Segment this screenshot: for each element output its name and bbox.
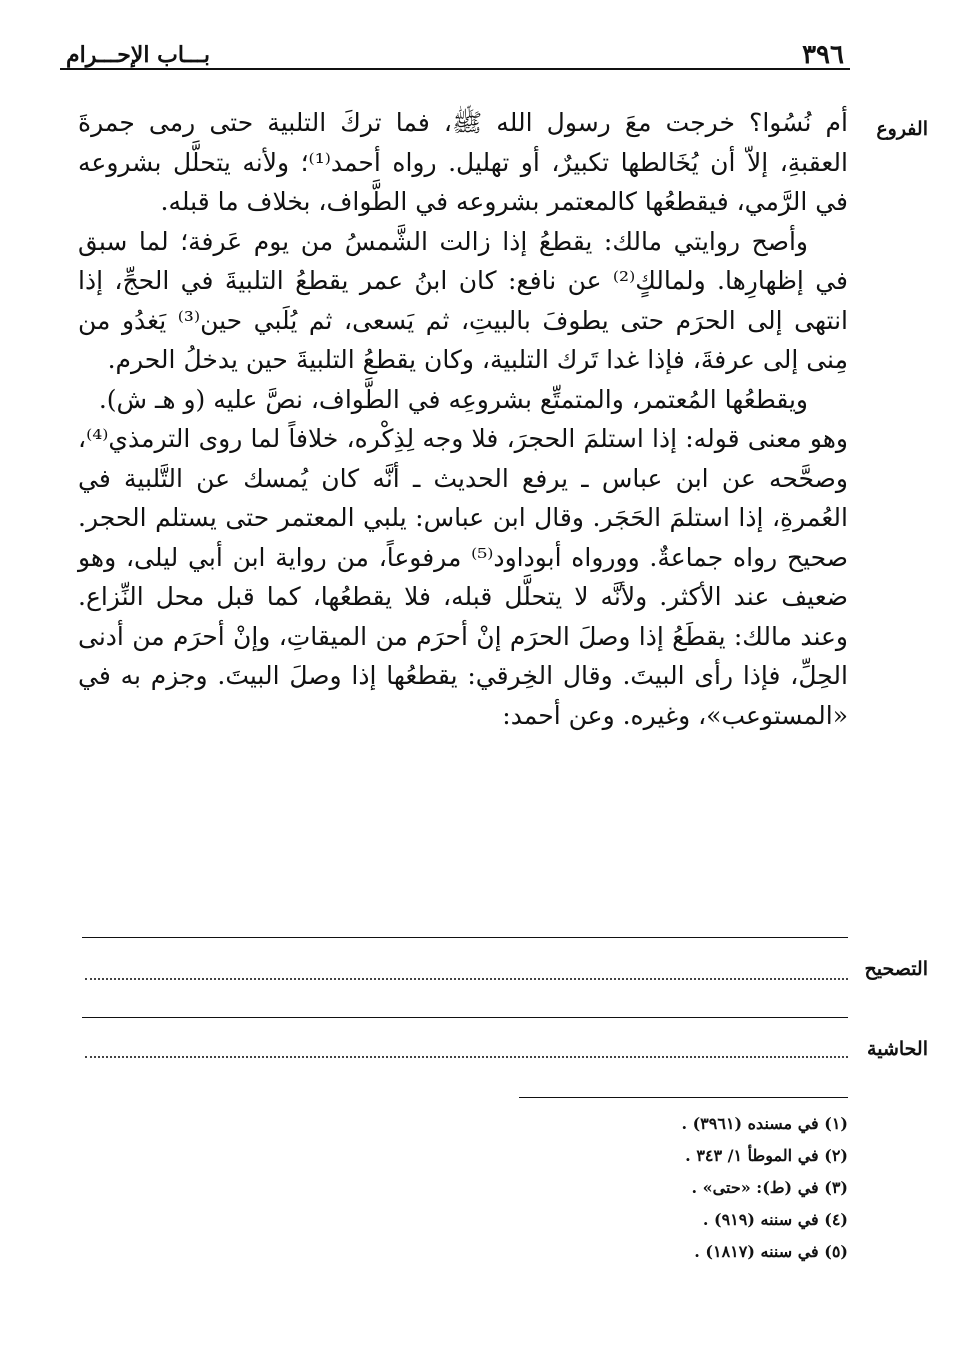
footnote: (٢) في الموطأ ١/ ٣٤٣ .: [685, 1146, 848, 1165]
side-label-furu: الفروع: [876, 118, 928, 140]
chapter-title: بـــاب الإحـــرام: [66, 42, 210, 68]
correction-dotted-line: [85, 978, 848, 980]
margin-note-dotted-line: [85, 1056, 848, 1058]
page-header: [60, 40, 850, 70]
main-text: [78, 103, 848, 735]
footnote: (١) في مسنده (٣٩٦١) .: [681, 1114, 848, 1133]
paragraph: وهو معنى قوله: إذا استلمَ الحجرَ، فلا وجه لِذِكْره، خلافاً لما روى الترمذي⁽⁴⁾، وصحَّحه عن ابن عباس ـ يرفع الحديث ـ أنَّه كان يُمسك عن التَّلبية في العُمرةِ، إذا استلمَ الحَجَر. وقال ابن عباس: يلبي المعتمر حتى يستلم الحجر. صحيح رواه جماعةٌ. وورواه أبوداود⁽⁵⁾ مرفوعاً، من رواية ابن أبي ليلى، وهو ضعيف عند الأكثر. ولأنَّه لا يتحلَّل قبله، فلا يقطعُها، كما قبل محل النِّزاع. وعند مالك: يقطَعُ إذا وصلَ الحرَم إنْ أحرَم من الميقاتِ، وإنْ أحرَم من أدنى الحِلِّ، فإذا رأى البيتَ. وقال الخِرقي: يقطعُها إذا وصلَ البيتَ. وجزم به في «المستوعب»، وغيره. وعن أحمد:: [78, 424, 848, 730]
separator-line: [82, 1017, 848, 1018]
paragraph: ويقطعُها المُعتمر، والمتمتِّع بشروعِه في الطَّواف، نصَّ عليه (و هـ ش).: [98, 384, 808, 414]
paragraph: وأصح روايتي مالك: يقطعُ إذا زالت الشَّمسُ من يوم عَرفة؛ لما سبق في إظهارِها. ولمالكٍ⁽²⁾ عن نافع: كان ابنُ عمر يقطعُ التلبيةَ في الحجِّ، إذا انتهى إلى الحرَم حتى يطوفَ بالبيتِ، ثم يَسعى، ثم يُلَبي حين⁽³⁾ يَغدُو من مِنى إلى عرفةَ، فإذا غدا تَرك التلبية، وكان يقطعُ التلبيةَ حين يدخلُ الحرم.: [78, 226, 848, 374]
paragraph: أم نُسُوا؟ خرجت معَ رسول الله ﷺ، فما تركَ التلبية حتى رمى جمرةَ العقبةِ، إلاّ أن يُخَالطها تكبيرٌ، أو تهليل. رواه أحمد⁽¹⁾؛ ولأنه يتحلَّل بشروعه في الرَّمي، فيقطعُها كالمعتمر بشروعه في الطَّواف، بخلاف ما قبله.: [78, 108, 848, 216]
footnote-separator: [519, 1097, 848, 1098]
footnotes-list: [480, 1110, 848, 1270]
side-label-tashih: التصحيح: [864, 958, 928, 980]
side-label-hashiya: الحاشية: [867, 1038, 928, 1060]
separator-line: [82, 937, 848, 938]
footnote: (٤) في سننه (٩١٩) .: [702, 1210, 848, 1229]
footnote: (٥) في سننه (١٨١٧) .: [694, 1242, 848, 1261]
footnote: (٣) في (ط): «حتى» .: [691, 1178, 848, 1197]
page-number: ٣٩٦: [802, 40, 844, 70]
